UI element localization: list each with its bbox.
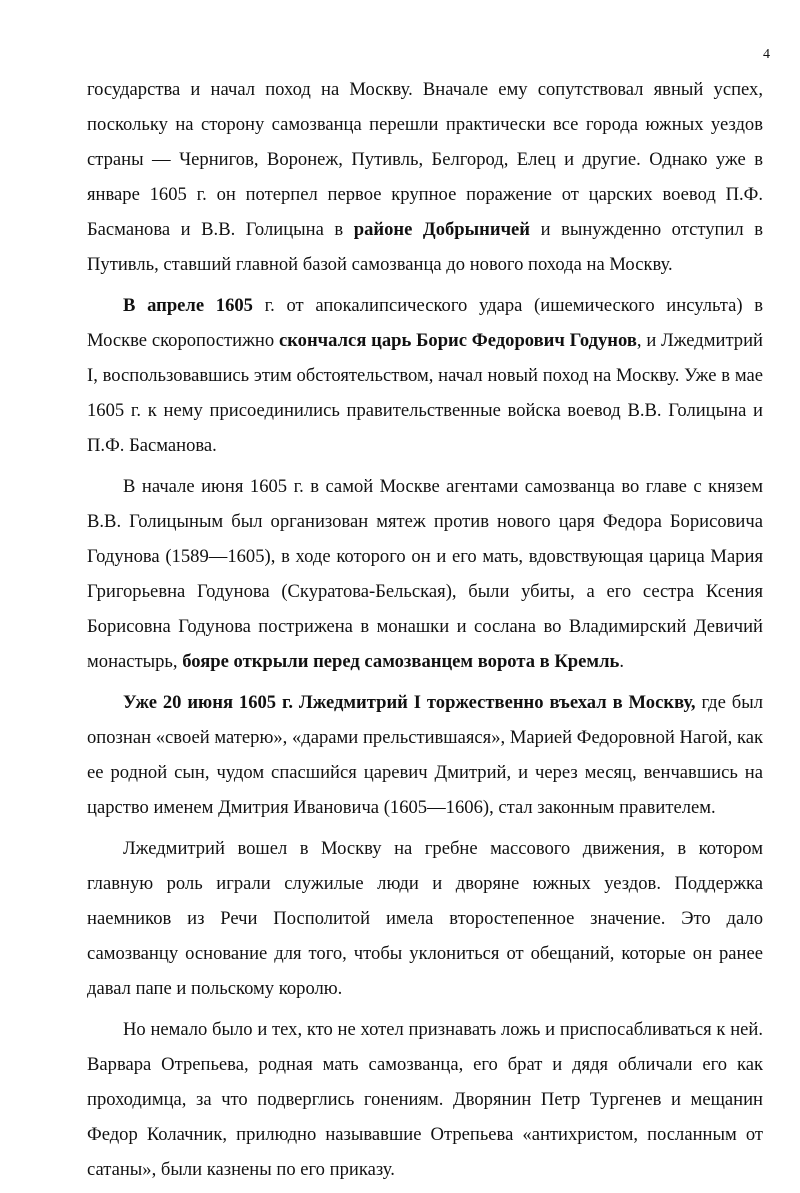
bold-text: скончался царь Борис Федорович Годунов — [278, 330, 637, 351]
text-run: Лжедмитрий вошел в Москву на гребне массового движения, в котором главную роль играли служилые люди и дворяне южных уездов. Поддержка наемников из Речи Посполитой имела второстепенное значение. Это дало самозванцу основание для того, чтобы уклониться от обещаний, которые он ранее давал папе и польскому королю. — [87, 838, 763, 999]
bold-text: Уже 20 июня 1605 г. Лжедмитрий I торжественно въехал в Москву, — [123, 692, 696, 713]
paragraph — [87, 469, 763, 679]
body-text — [87, 72, 763, 1193]
paragraph — [87, 1012, 763, 1187]
paragraph — [87, 831, 763, 1006]
text-run: . — [619, 651, 624, 672]
paragraph — [87, 685, 763, 825]
text-run: , и Лжедмитрий I, воспользовавшись этим обстоятельством, начал новый поход на Москву. Уже в мае 1605 г. к нему присоединились правительственные войска воевод В.В. Голицына и П.Ф. Басманова. — [87, 330, 763, 456]
text-run: государства и начал поход на Москву. Вначале ему сопутствовал явный успех, поскольку на сторону самозванца перешли практически все города южных уездов страны — Чернигов, Воронеж, Путивль, Белгород, Елец и другие. Однако уже в январе 1605 г. он потерпел первое крупное поражение от царских воевод П.Ф. Басманова и В.В. Голицына в — [87, 79, 763, 240]
paragraph — [87, 72, 763, 282]
bold-text: В апреле 1605 — [123, 295, 253, 316]
text-run: г. от апокалипсического удара (ишемического инсульта) в Москве скоропостижно — [87, 295, 763, 351]
text-run: где был опознан «своей матерю», «дарами прельстившаяся», Марией Федоровной Нагой, как ее родной сын, чудом спасшийся царевич Дмитрий, и через месяц, венчавшись на царство именем Дмитрия Ивановича (1605—1606), стал законным правителем. — [87, 692, 763, 818]
page-number: 4 — [763, 47, 770, 62]
bold-text: бояре открыли перед самозванцем ворота в Кремль — [182, 651, 620, 672]
bold-text: районе Добрыничей — [353, 219, 531, 240]
paragraph — [87, 288, 763, 463]
text-run: Но немало было и тех, кто не хотел признавать ложь и приспосабливаться к ней. Варвара Отрепьева, родная мать самозванца, его брат и дядя обличали его как проходимца, за что подверглись гонениям. Дворянин Петр Тургенев и мещанин Федор Колачник, прилюдно называвшие Отрепьева «антихристом, посланным от сатаны», были казнены по его приказу. — [87, 1019, 763, 1180]
text-run: и вынужденно отступил в Путивль, ставший главной базой самозванца до нового похода на Москву. — [87, 219, 764, 275]
text-run: В начале июня 1605 г. в самой Москве агентами самозванца во главе с князем В.В. Голицыным был организован мятеж против нового царя Федора Борисовича Годунова (1589—1605), в ходе которого он и его мать, вдовствующая царица Мария Григорьевна Годунова (Скуратова-Бельская), были убиты, а его сестра Ксения Борисовна Годунова пострижена в монашки и сослана во Владимирский Девичий монастырь, — [87, 476, 763, 672]
